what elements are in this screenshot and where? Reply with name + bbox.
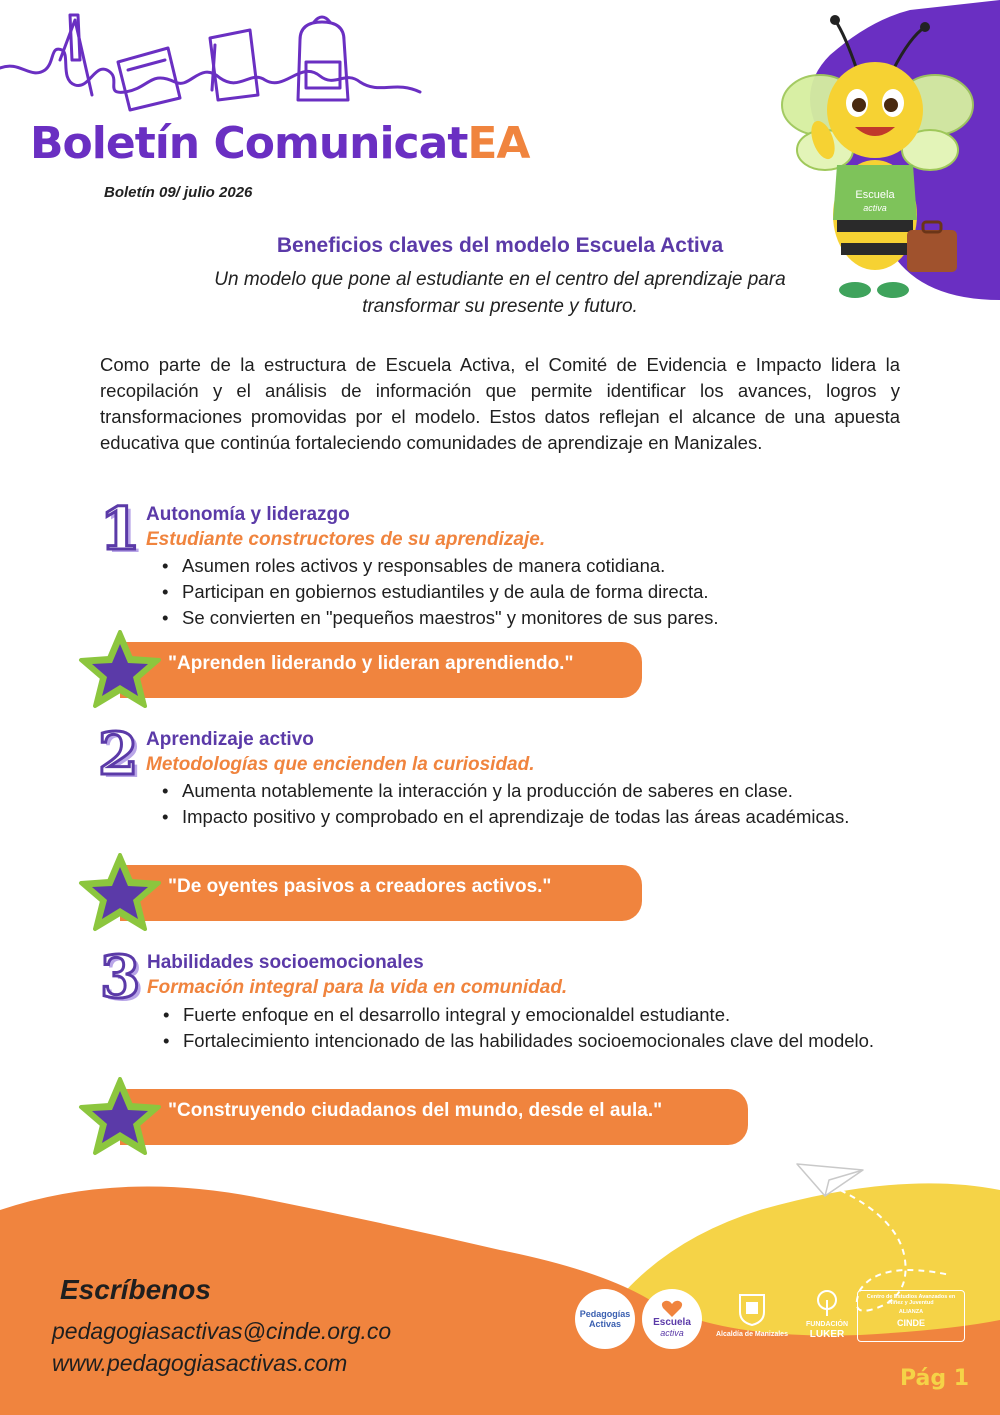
logo-pedagogias-text: Pedagogías Activas bbox=[579, 1309, 631, 1329]
quote-text-1: "Aprenden liderando y lideran aprendiendo." bbox=[168, 653, 574, 674]
mascot-shirt-line2: activa bbox=[863, 203, 887, 213]
list-item: • Aumenta notablemente la interacción y la producción de saberes en clase. bbox=[160, 778, 860, 804]
intro-paragraph: Como parte de la estructura de Escuela Activa, el Comité de Evidencia e Impacto lidera la recopilación y el análisis de información que permite identificar los avances, logros y transformaciones promovidas por el modelo. Estos datos reflejan el alcance de una apuesta educativa que continúa fortaleciendo comunidades de aprendizaje en Manizales. bbox=[100, 354, 900, 453]
logo-fundacion-luker bbox=[804, 1290, 850, 1340]
logo-cinde-title: Centro de Estudios Avanzados en Niñez y Juventud bbox=[866, 1294, 956, 1306]
logo-luker-line2: LUKER bbox=[809, 1329, 845, 1340]
list-item: • Participan en gobiernos estudiantiles y de aula de forma directa. bbox=[160, 579, 900, 605]
logo-pedagogias-activas bbox=[575, 1289, 635, 1349]
logo-cinde-alianza bbox=[857, 1290, 965, 1342]
logo-escuela-line2: activa bbox=[660, 1328, 684, 1338]
article-subheading: Un modelo que pone al estudiante en el centro del aprendizaje para transformar su presente y futuro. bbox=[214, 269, 786, 317]
section-number-1: 1 bbox=[100, 495, 141, 563]
logo-cinde-alianza: ALIANZA bbox=[898, 1309, 924, 1315]
mascot-shirt-line1: Escuela bbox=[855, 189, 895, 201]
section-bullets-3 bbox=[161, 1002, 901, 1054]
star-icon bbox=[78, 1077, 162, 1157]
section-subtitle-1: Estudiante constructores de su aprendizaje. bbox=[146, 529, 546, 550]
list-item: • Fortalecimiento intencionado de las habilidades socioemocionales clave del modelo. bbox=[161, 1028, 901, 1054]
logo-alcaldia-text: Alcaldía de Manizales bbox=[716, 1331, 788, 1338]
paper-plane-icon bbox=[795, 1160, 865, 1200]
star-icon bbox=[78, 853, 162, 933]
section-number-2: 2 bbox=[98, 720, 139, 788]
list-item: • Asumen roles activos y responsables de manera cotidiana. bbox=[160, 553, 900, 579]
heart-icon bbox=[661, 1300, 683, 1318]
article-heading: Beneficios claves del modelo Escuela Activa bbox=[276, 234, 724, 257]
section-number-3: 3 bbox=[100, 943, 141, 1011]
section-bullets-2 bbox=[160, 778, 860, 830]
section-title-1: Autonomía y liderazgo bbox=[146, 504, 350, 525]
logo-alcaldia-manizales bbox=[708, 1292, 796, 1339]
logo-cinde-name: CINDE bbox=[896, 1318, 925, 1328]
contact-website[interactable]: www.pedagogiasactivas.com bbox=[52, 1350, 348, 1376]
coat-of-arms-icon bbox=[737, 1292, 767, 1326]
newsletter-title-accent: EA bbox=[467, 118, 530, 169]
section-title-3: Habilidades socioemocionales bbox=[147, 952, 424, 973]
section-bullets-1 bbox=[160, 553, 900, 631]
logo-escuela-activa bbox=[642, 1289, 702, 1349]
list-item: • Impacto positivo y comprobado en el aprendizaje de todas las áreas académicas. bbox=[160, 804, 860, 830]
quote-text-2: "De oyentes pasivos a creadores activos." bbox=[168, 876, 552, 897]
contact-email[interactable]: pedagogiasactivas@cinde.org.co bbox=[52, 1318, 392, 1344]
list-item: • Se convierten en "pequeños maestros" y monitores de sus pares. bbox=[160, 605, 900, 631]
logo-luker-line1: FUNDACIÓN bbox=[806, 1321, 848, 1328]
section-subtitle-2: Metodologías que encienden la curiosidad. bbox=[146, 754, 535, 775]
list-item: • Fuerte enfoque en el desarrollo integral y emocionaldel estudiante. bbox=[161, 1002, 901, 1028]
bee-mascot bbox=[775, 15, 975, 305]
section-subtitle-3: Formación integral para la vida en comunidad. bbox=[147, 977, 568, 998]
newsletter-title: Boletín ComunicatEA bbox=[30, 118, 530, 169]
page-number: Pág 1 bbox=[900, 1366, 970, 1391]
tree-icon bbox=[813, 1290, 841, 1316]
quote-text-3: "Construyendo ciudadanos del mundo, desde el aula." bbox=[168, 1100, 663, 1121]
star-icon bbox=[78, 630, 162, 710]
logo-escuela-line1: Escuela bbox=[653, 1317, 691, 1328]
issue-label: Boletín 09/ julio 2026 bbox=[104, 184, 253, 201]
section-title-2: Aprendizaje activo bbox=[146, 729, 314, 750]
contact-title: Escríbenos bbox=[60, 1274, 211, 1305]
school-supplies-doodle bbox=[0, 0, 430, 115]
